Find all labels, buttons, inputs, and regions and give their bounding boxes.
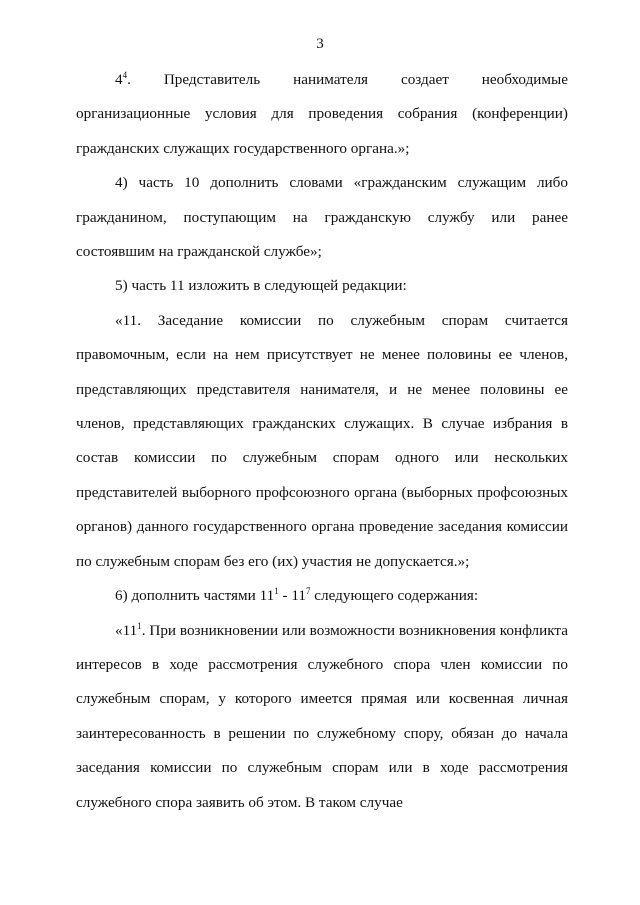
paragraph-text: . Представитель нанимателя создает необходимые организационные условия для проведения собрания (конференции) гражданских служащих государственного органа.»;	[76, 71, 568, 157]
superscript: 4	[122, 70, 128, 80]
paragraph-article-4-4	[76, 63, 568, 166]
paragraph-text-end: следующего содержания:	[310, 587, 479, 605]
superscript: 7	[305, 586, 311, 597]
document-body	[76, 63, 568, 820]
paragraph-text: . При возникновении или возможности возникновения конфликта интересов в ходе рассмотрения служебного спора член комиссии по служебным спорам, у которого имеется прямая или косвенная личная заинтересованность в решении по служебному спору, обязан до начала заседания комиссии по служебным спорам или в ходе рассмотрения служебного спора заявить об этом. В таком случае	[76, 621, 568, 811]
paragraph-item-5: 5) часть 11 изложить в следующей редакции:	[115, 277, 407, 295]
paragraph-item-4: 4) часть 10 дополнить словами «гражданским служащим либо гражданином, поступающим на гражданскую службу или ранее состоявшим на гражданской службе»;	[76, 174, 568, 261]
superscript: 1	[274, 586, 279, 597]
paragraph-number: «11	[115, 621, 138, 639]
paragraph-part-11-1	[76, 614, 568, 820]
paragraph-number: 4	[115, 71, 123, 88]
paragraph-part-11: «11. Заседание комиссии по служебным спорам считается правомочным, если на нем присутствует не менее половины ее членов, представляющих представителя нанимателя, и не менее половины ее членов, представляющих гражданских служащих. В случае избрания в состав комиссии по служебным спорам одного или нескольких представителей выборного профсоюзного органа (выборных профсоюзных органов) данного государственного органа проведение заседания комиссии по служебным спорам без его (их) участия не допускается.»;	[76, 311, 568, 570]
page-number: 3	[316, 36, 324, 52]
paragraph-text-start: 6) дополнить частями 11	[115, 587, 275, 605]
paragraph-item-6	[76, 579, 568, 613]
superscript: 1	[137, 620, 142, 631]
paragraph-text-mid: - 11	[278, 587, 306, 605]
